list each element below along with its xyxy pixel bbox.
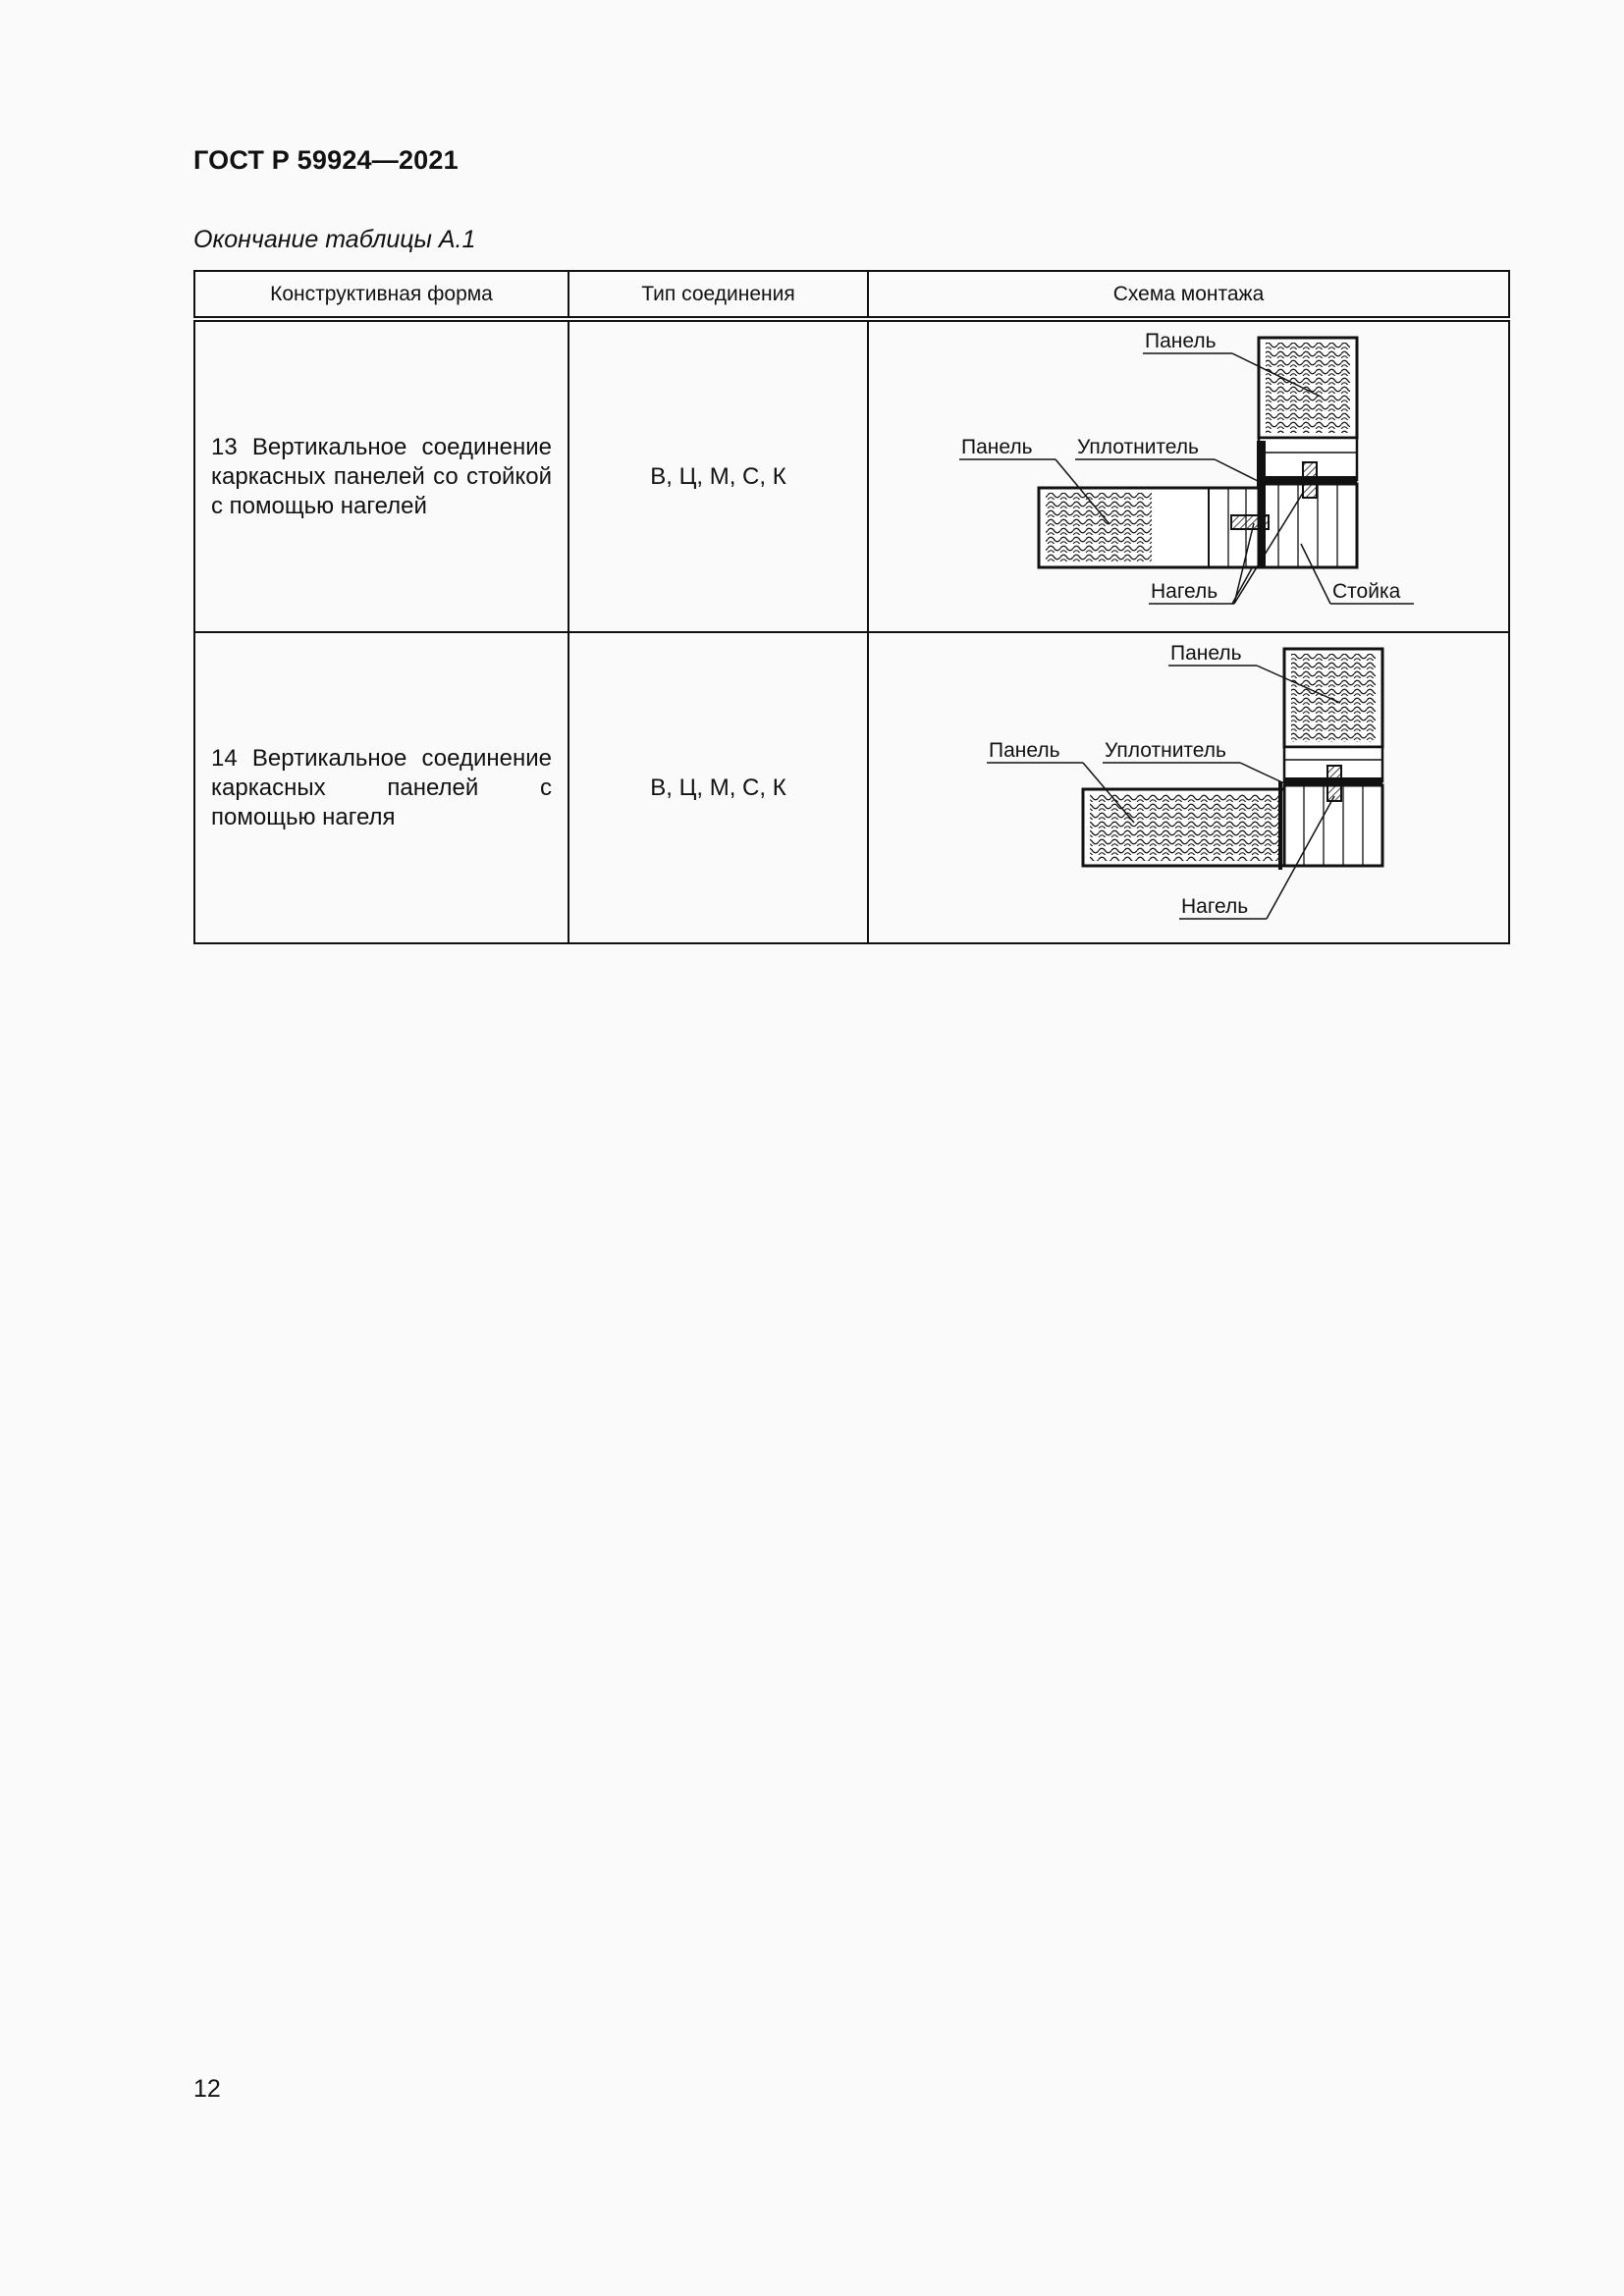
top-panel bbox=[1259, 338, 1357, 480]
row-type-cell: В, Ц, М, С, К bbox=[568, 632, 868, 943]
label-panel-left: Панель bbox=[989, 739, 1060, 762]
label-panel-top: Панель bbox=[1145, 330, 1217, 352]
header-connection-type: Тип соединения bbox=[568, 271, 868, 319]
left-panel bbox=[1039, 488, 1259, 567]
dowel-horizontal bbox=[1231, 515, 1269, 529]
label-panel-left: Панель bbox=[961, 436, 1033, 458]
dowel-vertical bbox=[1327, 766, 1341, 801]
row-form-cell: 13 Вертикальное соединение каркасных панелей со стойкой с помощью нагелей bbox=[194, 319, 568, 632]
table-row bbox=[194, 319, 1509, 632]
connections-table bbox=[193, 270, 1510, 944]
row-scheme-cell bbox=[868, 319, 1509, 632]
label-dowel: Нагель bbox=[1151, 580, 1218, 603]
mounting-scheme-diagram-13 bbox=[869, 323, 1506, 630]
label-dowel: Нагель bbox=[1181, 895, 1249, 918]
mounting-scheme-diagram-14 bbox=[869, 634, 1506, 941]
dowel-vertical bbox=[1303, 462, 1317, 498]
header-form: Конструктивная форма bbox=[194, 271, 568, 319]
label-post: Стойка bbox=[1332, 580, 1401, 603]
row-form-cell: 14 Вертикальное соединение каркасных панелей с помощью нагеля bbox=[194, 632, 568, 943]
header-mounting-scheme: Схема монтажа bbox=[868, 271, 1509, 319]
document-header: ГОСТ Р 59924—2021 bbox=[193, 145, 459, 175]
top-panel bbox=[1284, 649, 1382, 781]
row-scheme-cell bbox=[868, 632, 1509, 943]
left-panel bbox=[1083, 781, 1284, 870]
table-header-row bbox=[194, 271, 1509, 319]
table-caption: Окончание таблицы А.1 bbox=[193, 226, 476, 253]
label-sealant: Уплотнитель bbox=[1105, 739, 1226, 762]
label-panel-top: Панель bbox=[1170, 642, 1242, 665]
row-type-cell: В, Ц, М, С, К bbox=[568, 319, 868, 632]
label-sealant: Уплотнитель bbox=[1077, 436, 1199, 458]
table-row bbox=[194, 632, 1509, 943]
page-number: 12 bbox=[193, 2075, 221, 2103]
